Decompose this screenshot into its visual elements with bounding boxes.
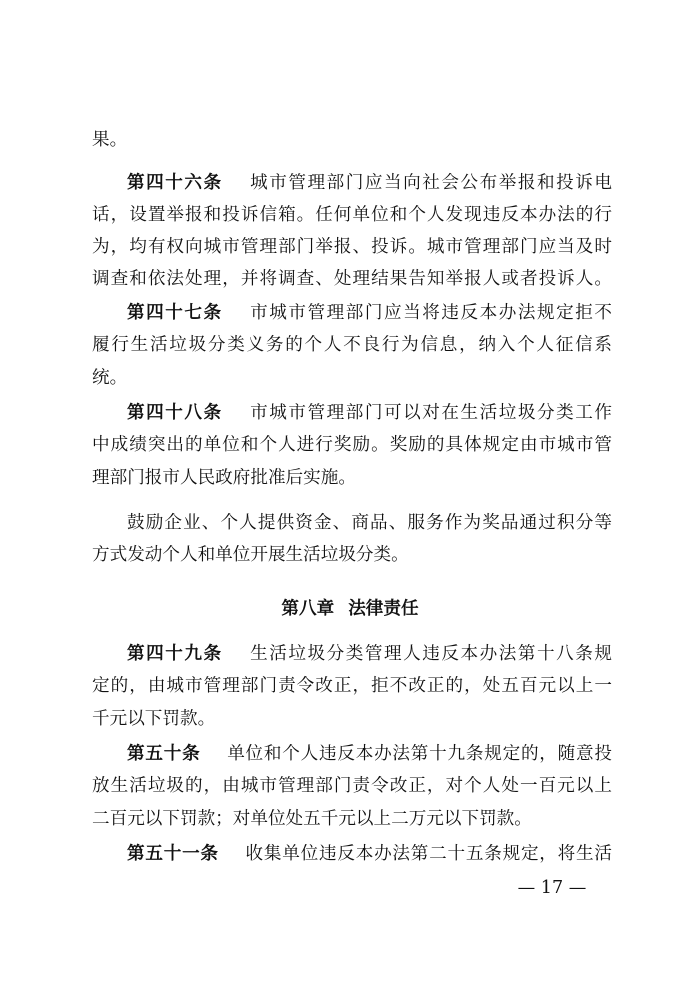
article-48-line: 中成绩突出的单位和个人进行奖励。奖励的具体规定由市城市管: [92, 435, 612, 455]
article-48-heading: 第四十八条: [127, 403, 223, 423]
article-49-heading: 第四十九条: [127, 644, 223, 664]
article-49-line: 定的，由城市管理部门责令改正，拒不改正的，处五百元以上一: [92, 676, 612, 696]
article-50-heading: 第五十条: [127, 744, 201, 764]
article-46-line: 话，设置举报和投诉信箱。任何单位和个人发现违反本办法的行: [92, 205, 612, 225]
article-47-line: 履行生活垃圾分类义务的个人不良行为信息，纳入个人征信系: [92, 335, 612, 355]
article-48-text: 市城市管理部门可以对在生活垃圾分类工作: [248, 403, 612, 423]
article-46-first-line: [127, 175, 612, 193]
chapter-heading: [0, 601, 700, 619]
article-50-text: 单位和个人违反本办法第十九条规定的，随意投: [226, 744, 612, 764]
chapter-title: 法律责任: [348, 599, 419, 619]
article-49-text: 生活垃圾分类管理人违反本办法第十八条规: [248, 644, 612, 664]
article-47-line: 统。: [92, 368, 128, 388]
chapter-number: 第八章: [281, 599, 335, 619]
article-50-line: 放生活垃圾的，由城市管理部门责令改正，对个人处一百元以上: [92, 776, 612, 796]
article-46-heading: 第四十六条: [127, 173, 223, 193]
carry-over-text: 果。: [92, 130, 128, 150]
article-50-line: 二百元以下罚款；对单位处五千元以上二万元以下罚款。: [92, 809, 532, 829]
article-49-line: 千元以下罚款。: [92, 709, 216, 729]
page-number: — 17 —: [517, 878, 587, 898]
article-47-text: 市城市管理部门应当将违反本办法规定拒不: [248, 303, 612, 323]
article-49-first-line: [127, 646, 612, 664]
article-46-line: 调查和依法处理，并将调查、处理结果告知举报人或者投诉人。: [92, 269, 612, 289]
article-51-heading: 第五十一条: [127, 844, 219, 864]
article-47-heading: 第四十七条: [127, 303, 223, 323]
paragraph-line: 方式发动个人和单位开展生活垃圾分类。: [92, 545, 409, 565]
article-50-first-line: [127, 746, 612, 764]
article-47-first-line: [127, 305, 612, 323]
article-51-first-line: [127, 846, 612, 864]
paragraph-first-line: 鼓励企业、个人提供资金、商品、服务作为奖品通过积分等: [127, 513, 612, 533]
article-48-line: 理部门报市人民政府批准后实施。: [92, 468, 356, 488]
article-48-first-line: [127, 405, 612, 423]
article-46-text: 城市管理部门应当向社会公布举报和投诉电: [248, 173, 612, 193]
article-46-line: 为，均有权向城市管理部门举报、投诉。城市管理部门应当及时: [92, 237, 612, 257]
article-51-text: 收集单位违反本办法第二十五条规定，将生活: [244, 844, 612, 864]
